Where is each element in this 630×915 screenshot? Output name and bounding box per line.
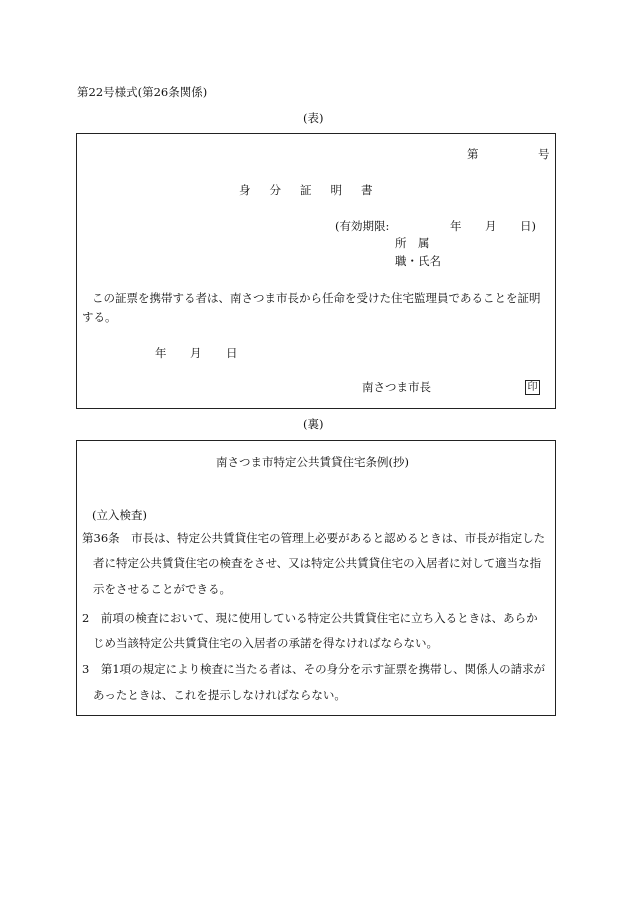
affiliation-label: 所 属 [395,236,430,250]
seal-stamp: 印 [525,380,540,395]
issue-year: 年 [155,346,167,360]
number-go: 号 [538,147,550,161]
issuer-name: 南さつま市長 [362,380,431,394]
form-number: 第22号様式(第26条関係) [77,85,208,99]
issue-day: 日 [226,346,238,360]
validity-year: 年 [450,219,462,233]
paragraph-3-line-1: 3 第1項の規定により検査に当たる者は、その身分を示す証票を携帯し、関係人の請求が [82,662,546,676]
article-36-line-3: 示をさせることができる。 [93,582,231,596]
back-side-label: (裏) [303,417,324,431]
statement-line-1: この証票を携帯する者は、南さつま市長から任命を受けた住宅監理員であることを証明 [92,291,541,305]
section-heading: (立入検査) [92,508,147,522]
name-label: 職・氏名 [395,254,441,268]
ordinance-title: 南さつま市特定公共賃貸住宅条例(抄) [216,455,409,469]
validity-month: 月 [485,219,497,233]
front-certificate-box [76,133,556,409]
article-36-line-1: 第36条 市長は、特定公共賃貸住宅の管理上必要があると認めるときは、市長が指定した [82,531,546,545]
front-side-label: (表) [303,111,324,125]
statement-line-2: する。 [82,310,117,324]
certificate-title: 身分証明書 [239,183,392,197]
article-36-line-2: 者に特定公共賃貸住宅の検査をさせ、又は特定公共賃貸住宅の入居者に対して適当な指 [93,556,542,570]
paragraph-3-line-2: あったときは、これを提示しなければならない。 [93,688,346,702]
number-dai: 第 [467,147,479,161]
validity-day: 日) [520,219,536,233]
validity-open: (有効期限: [335,219,390,233]
issue-month: 月 [190,346,202,360]
paragraph-2-line-2: じめ当該特定公共賃貸住宅の入居者の承諾を得なければならない。 [93,636,438,650]
paragraph-2-line-1: 2 前項の検査において、現に使用している特定公共賃貸住宅に立ち入るときは、あらか [82,611,538,625]
